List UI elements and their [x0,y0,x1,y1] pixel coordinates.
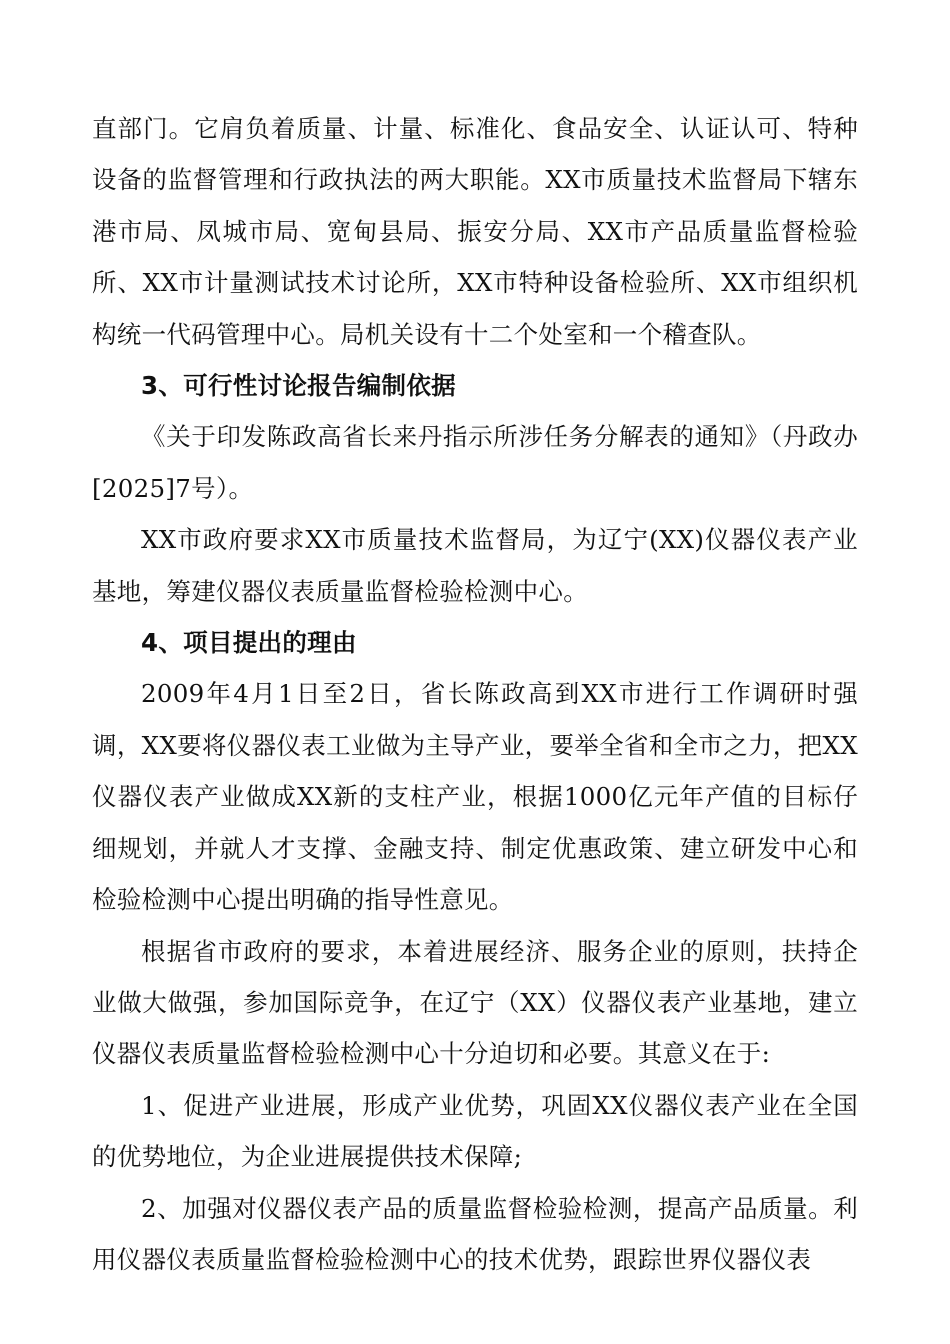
paragraph-reason-necessity: 根据省市政府的要求，本着进展经济、服务企业的原则，扶持企业做大做强，参加国际竞争，在辽宁（XX）仪器仪表产业基地，建立仪器仪表质量监督检验检测中心十分迫切和必要。其意义在于: [92,936,858,1069]
paragraph-basis-notice: 《关于印发陈政高省长来丹指示所涉任务分解表的通知》（丹政办[2025]7号）。 [92,422,858,503]
paragraph-reason-visit: 2009年4月1日至2日，省长陈政高到XX市进行工作调研时强调，XX要将仪器仪表工业做为主导产业，要举全省和全市之力，把XX仪器仪表产业做成XX新的支柱产业，根据1000亿元年产值的目标仔细规划，并就人才支撑、金融支持、制定优惠政策、建立研发中心和检验检测中心提出明确的指导性意见。 [92,679,858,915]
document-body [92,103,858,1285]
paragraph-significance-2: 2、加强对仪器仪表产品的质量监督检验检测，提高产品质量。利用仪器仪表质量监督检验检测中心的技术优势，跟踪世界仪器仪表 [92,1193,858,1274]
paragraph-basis-requirement: XX市政府要求XX市质量技术监督局，为辽宁(XX)仪器仪表产业基地，筹建仪器仪表质量监督检验检测中心。 [92,525,858,606]
section-heading-3: 3、可行性讨论报告编制依据 [141,371,456,401]
paragraph-significance-1: 1、促进产业进展，形成产业优势，巩固XX仪器仪表产业在全国的优势地位，为企业进展提供技术保障; [92,1090,858,1172]
paragraph-continued: 直部门。它肩负着质量、计量、标准化、食品安全、认证认可、特种设备的监督管理和行政执法的两大职能。XX市质量技术监督局下辖东港市局、凤城市局、宽甸县局、振安分局、XX市产品质量监督检验所、XX市计量测试技术讨论所，XX市特种设备检验所、XX市组织机构统一代码管理中心。局机关设有十二个处室和一个稽查队。 [92,114,858,349]
section-heading-4: 4、项目提出的理由 [141,628,357,658]
